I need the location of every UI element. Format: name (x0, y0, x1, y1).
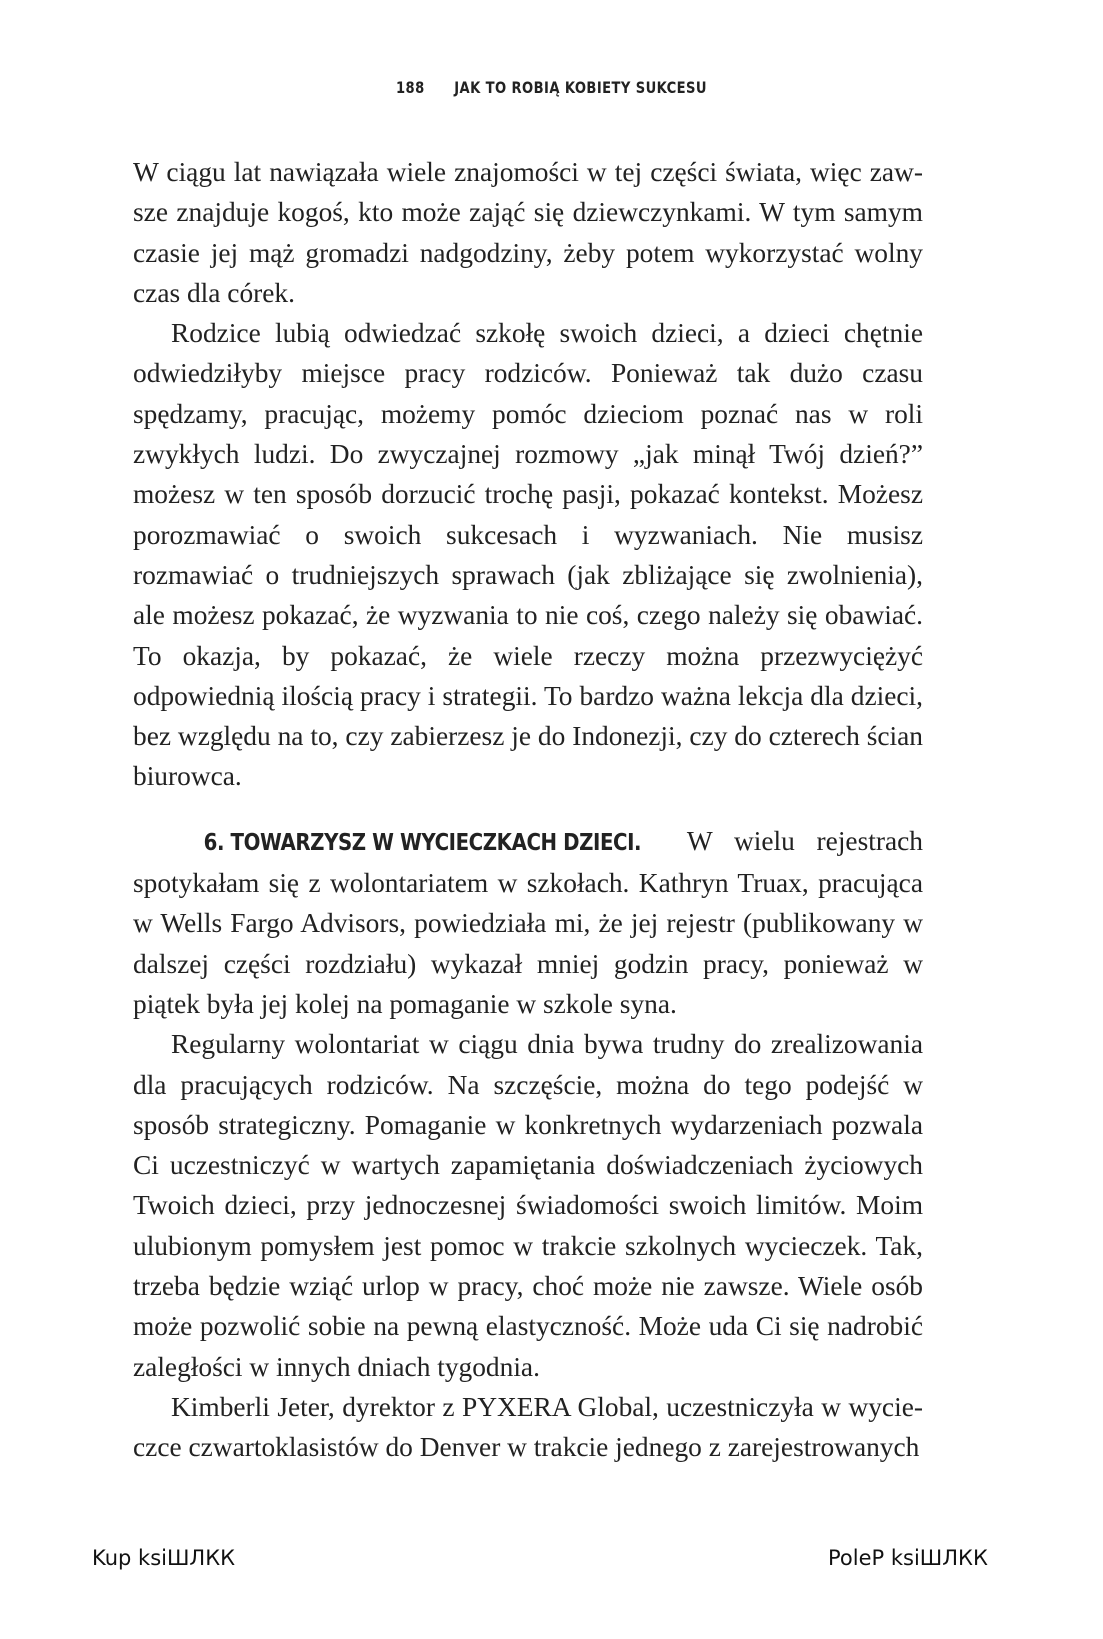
recommend-book-link[interactable]: PoleР ksiШЛКК (828, 1546, 988, 1570)
page-number: 188 (396, 78, 425, 97)
paragraph: Kimberli Jeter, dyrektor z PYXERA Global, uczestniczyła w wycieczce czwartoklasistów do Denver w trakcie jednego z zarejestrowanych (133, 1391, 923, 1463)
paragraph: W ciągu lat nawiązała wiele znajomości w tej części świata, więc zawsze znajduje kogoś, kto może zająć się dziewczynkami. W tym samym czasie jej mąż gromadzi nadgodziny, żeby potem wykorzystać wolny czas dla córek. (133, 157, 923, 308)
section-paragraph (133, 821, 923, 1024)
buy-book-link[interactable]: Kup ksiШЛКК (92, 1546, 236, 1570)
running-header (99, 78, 1003, 97)
section-text: W wielu rejestrach spotykałam się z wolontariatem w szkołach. Kathryn Truax, pracująca w Wells Fargo Advisors, powiedziała mi, że jej rejestr (publikowany w dalszej części rozdziału) wykazał mniej godzin pracy, ponieważ w piątek była jej kolej na pomaganie w szkole syna. (133, 825, 923, 1019)
section-heading: 6. TOWARZYSZ W WYCIECZKACH DZIECI. (203, 829, 642, 856)
paragraph: Rodzice lubią odwiedzać szkołę swoich dzieci, a dzieci chętnie odwiedziłyby miejsce pracy rodziców. Ponieważ tak dużo czasu spędzamy, pracując, możemy pomóc dzieciom poznać nas w roli zwykłych ludzi. Do zwyczajnej rozmowy „jak minął Twój dzień?” możesz w ten sposób dorzucić trochę pasji, pokazać kontekst. Możesz porozmawiać o swoich sukcesach i wyzwaniach. Nie musisz rozmawiać o trudniejszych sprawach (jak zbliżające się zwolnienia), ale możesz pokazać, że wyzwania to nie coś, czego należy się obawiać. To okazja, by pokazać, że wiele rzeczy można przezwyciężyć odpowiednią ilością pracy i strategii. To bardzo ważna lekcja dla dzieci, bez względu na to, czy zabierzesz je do Indonezji, czy do czterech ścian biurowca. (133, 318, 923, 792)
running-title: JAK TO ROBIĄ KOBIETY SUKCESU (454, 78, 707, 97)
body-text (133, 152, 923, 1468)
paragraph: Regularny wolontariat w ciągu dnia bywa trudny do zrealizowania dla pracujących rodziców. Na szczęście, można do tego podejść w sposób strategiczny. Pomaganie w konkretnych wydarzeniach pozwala Ci uczestniczyć w wartych zapamiętania doświadczeniach życiowych Twoich dzieci, przy jednoczesnej świadomości swoich limitów. Moim ulubionym pomysłem jest pomoc w trakcie szkolnych wycieczek. Tak, trzeba będzie wziąć urlop w pracy, choć może nie zawsze. Wiele osób może pozwolić sobie na pewną elastyczność. Może uda Ci się nadrobić zaległości w innych dniach tygodnia. (133, 1029, 923, 1382)
